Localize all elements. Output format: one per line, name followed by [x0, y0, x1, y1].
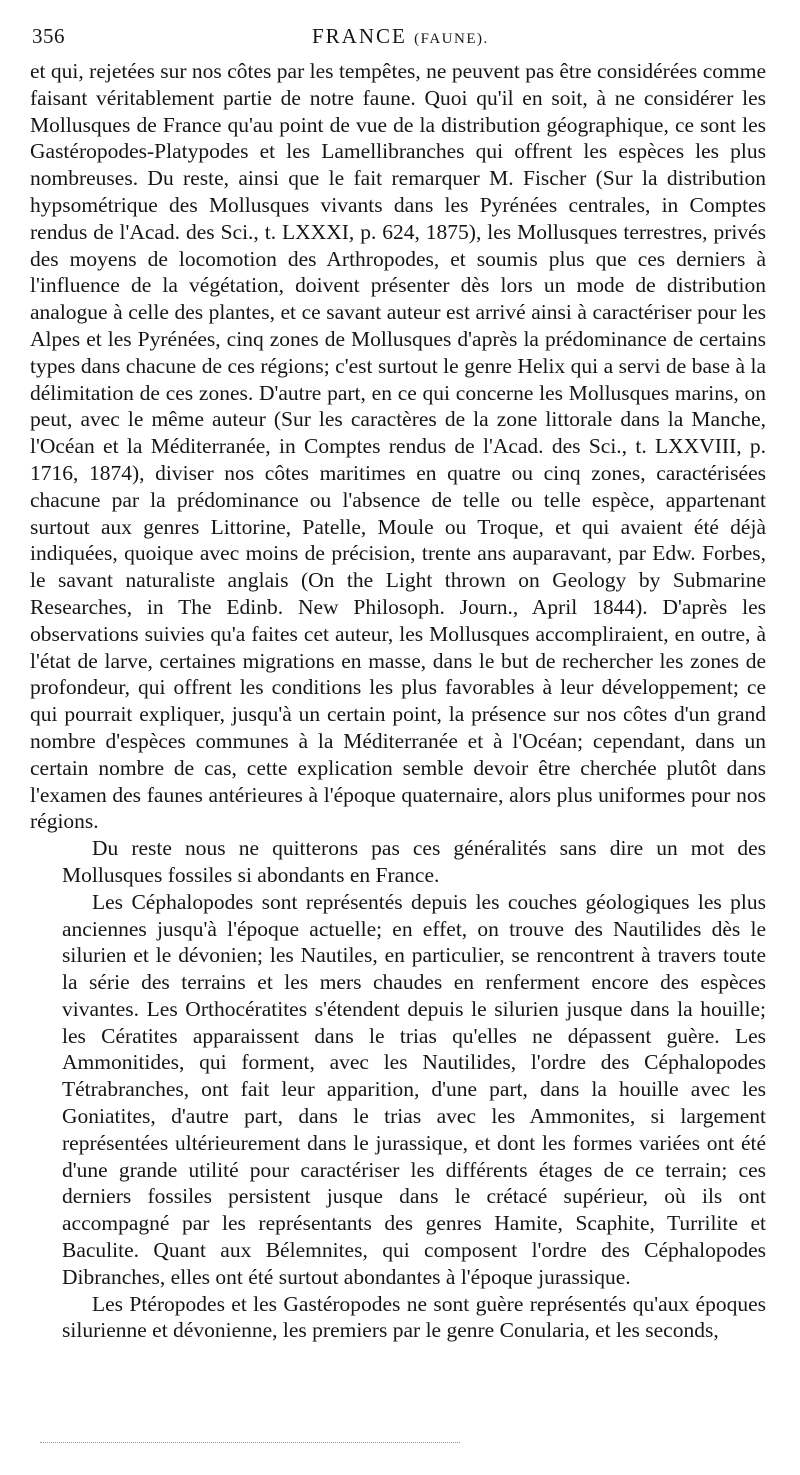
running-title: [312, 24, 489, 49]
body-text: [30, 58, 766, 1344]
paragraph-pteropodes: Les Ptéropodes et les Gastéropodes ne sont guère représentés qu'aux époques silurienne et dévonienne, les premiers par le genre Conularia, et les seconds,: [62, 1291, 766, 1343]
running-title-suffix: (FAUNE).: [414, 31, 489, 47]
running-title-main: FRANCE: [312, 24, 407, 48]
page-number: 356: [32, 24, 65, 48]
paragraph-cephalopodes: Les Céphalopodes sont représentés depuis les couches géologiques les plus anciennes jusqu'à l'époque actuelle; en effet, on trouve des Nautilides dès le silurien et le dévonien; les Nautiles, en particulier, se rencontrent à travers toute la série des terrains et les mers chaudes en renferment encore des espèces vivantes. Les Orthocératites s'étendent depuis le silurien jusque dans la houille; les Cératites apparaissent dans le trias qu'elles ne dépassent guère. Les Ammonitides, qui forment, avec les Nautilides, l'ordre des Céphalopodes Tétrabranches, ont fait leur apparition, d'une part, dans la houille avec les Goniatites, d'autre part, dans le trias avec les Ammonites, si largement représentées ultérieurement dans le jurassique, et dont les formes variées ont été d'une grande utilité pour caractériser les différents étages de ce terrain; ces derniers fossiles persistent jusque dans le crétacé supérieur, où ils ont accompagné par les représentants des genres Hamite, Scaphite, Turrilite et Baculite. Quant aux Bélemnites, qui composent l'ordre des Céphalopodes Dibranches, elles ont été surtout abondantes à l'époque jurassique.: [62, 889, 766, 1289]
page-header: [32, 24, 766, 58]
footer-divider: [40, 1442, 460, 1443]
paragraph-continued: et qui, rejetées sur nos côtes par les tempêtes, ne peuvent pas être considérées comme faisant véritablement partie de notre faune. Quoi qu'il en soit, à ne considérer les Mollusques de France qu'au point de vue de la distribution géographique, ce sont les Gastéropodes-Platypodes et les Lamellibranches qui offrent les espèces les plus nombreuses. Du reste, ainsi que le fait remarquer M. Fischer (Sur la distribution hypsométrique des Mollusques vivants dans les Pyrénées centrales, in Comptes rendus de l'Acad. des Sci., t. LXXXI, p. 624, 1875), les Mollusques terrestres, privés des moyens de locomotion des Arthropodes, et soumis plus que ces derniers à l'influence de la végétation, doivent présenter dès lors un mode de distribution analogue à celle des plantes, et ce savant auteur est arrivé ainsi à caractériser pour les Alpes et les Pyrénées, cinq zones de Mollusques d'après la prédominance de certains types dans chacune de ces régions; c'est surtout le genre Helix qui a servi de base à la délimitation de ces zones. D'autre part, en ce qui concerne les Mollusques marins, on peut, avec le même auteur (Sur les caractères de la zone littorale dans la Manche, l'Océan et la Méditerranée, in Comptes rendus de l'Acad. des Sci., t. LXXVIII, p. 1716, 1874), diviser nos côtes maritimes en quatre ou cinq zones, caractérisées chacune par la prédominance ou l'absence de telle ou telle espèce, appartenant surtout aux genres Littorine, Patelle, Moule ou Troque, et qui avaient été déjà indiquées, quoique avec moins de précision, trente ans auparavant, par Edw. Forbes, le savant naturaliste anglais (On the Light thrown on Geology by Submarine Researches, in The Edinb. New Philosoph. Journ., April 1844). D'après les observations suivies qu'a faites cet auteur, les Mollusques accompliraient, en outre, à l'état de larve, certaines migrations en masse, dans le but de rechercher les zones de profondeur, qui offrent les conditions les plus favorables à leur développement; ce qui pourrait expliquer, jusqu'à un certain point, la présence sur nos côtes d'un grand nombre d'espèces communes à la Méditerranée et à l'Océan; cependant, dans un certain nombre de cas, cette explication semble devoir être cherchée plutôt dans l'examen des faunes antérieures à l'époque quaternaire, alors plus uniformes pour nos régions.: [30, 59, 766, 834]
paragraph-fossils-intro: Du reste nous ne quitterons pas ces généralités sans dire un mot des Mollusques fossiles si abondants en France.: [62, 836, 766, 887]
